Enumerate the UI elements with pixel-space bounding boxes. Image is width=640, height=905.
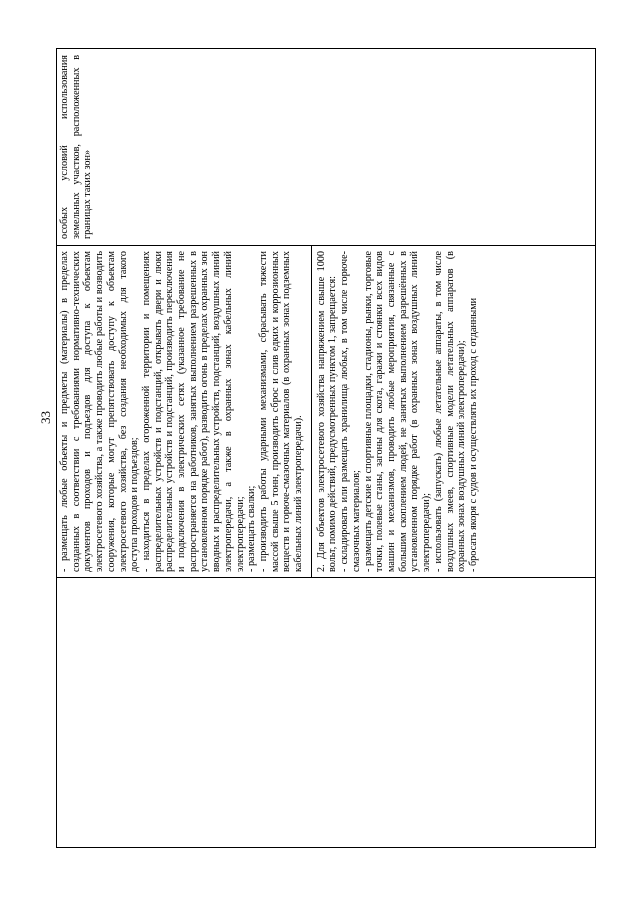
restriction-item: - использовать (запускать) любые летательные аппараты, в том числе воздушных змеев, спортивные модели летательных аппаратов (в охранных зонах воздушных линий электропередачи); xyxy=(432,251,468,572)
content-table xyxy=(56,48,596,848)
restriction-item: - складировать или размещать хранилища любых, в том числе горюче-смазочных материалов; xyxy=(339,251,362,572)
table-column-restrictions xyxy=(57,245,595,577)
restriction-item: - размещать любые объекты и предметы (материалы) в пределах созданных в соответствии с требованиями нормативно-технических документов проходов и подъездов для доступа к объектам электросетевого хозяйства, а также проводить любые работы и возводить сооружения, которые могут препятствовать доступу к объектам электросетевого хозяйства, без создания необходимых для такого доступа проходов и подъездов; xyxy=(59,251,141,572)
restriction-item: - размещать свалки; xyxy=(246,485,258,572)
table-column-note xyxy=(57,49,595,245)
note-text: особых условий использования земельных участков, расположенных в границах таких зон» xyxy=(59,55,94,239)
restriction-item: - размещать детские и спортивные площадки, стадионы, рынки, торговые точки, полевые станы, загоны для скота, гаражи и стоянки всех видов машин и механизмов, проводить любые мероприятия, связанные с большим скоплением людей, не занятых выполнением разрешённых в установленном порядке работ (в охранных зонах воздушных линий электропередачи); xyxy=(362,251,433,572)
restriction-item: 2. Для объектов электросетевого хозяйства напряжением свыше 1000 вольт, помимо действий, предусмотренных пунктом 1, запрещается: xyxy=(315,251,339,572)
restriction-item: - находиться в пределах огороженной территории и помещениях распределительных устройств и подстанций, открывать двери и люки распределительных устройств и подстанций, производить переключения и подключения в электрических сетях (указанное требование не распространяется на работников, занятых выполнением разрешенных в установленном порядке работ), разводить огонь в пределах охранных зон вводных и распределительных устройств, подстанций, воздушных линий электропередачи, а также в охранных зонах кабельных линий электропередачи; xyxy=(140,251,246,572)
table-column-empty xyxy=(57,577,595,847)
restriction-item: - производить работы ударными механизмами, сбрасывать тяжести массой свыше 5 тонн, производить сброс и слив едких и коррозионных веществ и горюче-смазочных материалов (в охранных зонах подземных кабельных линий электропередачи). xyxy=(257,251,305,572)
page-number: 33 xyxy=(38,411,53,424)
restriction-item: - бросать якоря с судов и осуществлять их проход с отданными xyxy=(467,297,479,572)
row-divider xyxy=(311,246,312,577)
rotated-page-content xyxy=(56,48,596,848)
restrictions-text-block xyxy=(57,246,482,577)
